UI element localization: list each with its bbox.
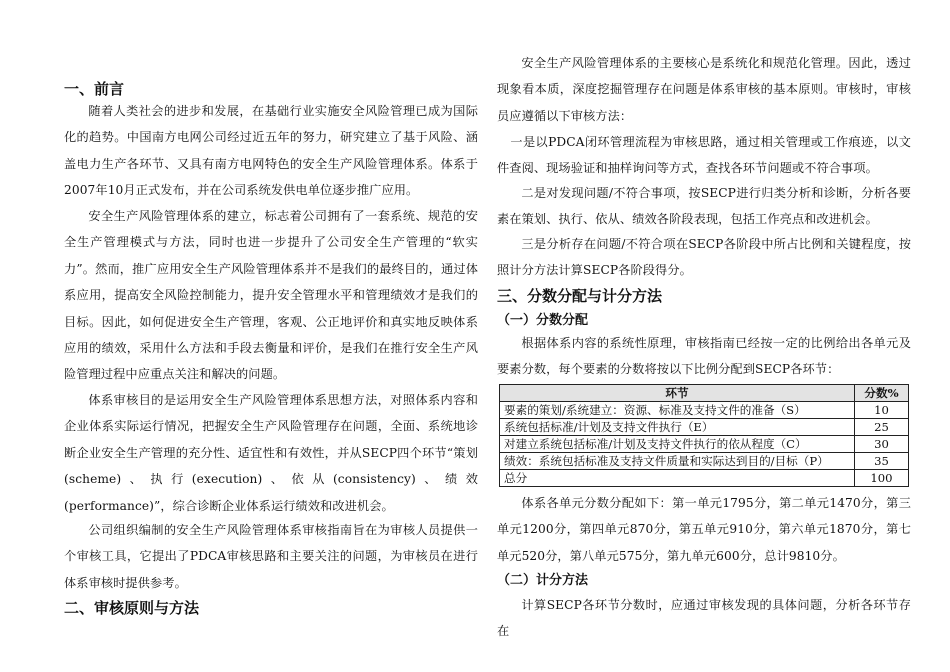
heading-score-allocation: 三、分数分配与计分方法	[497, 287, 663, 305]
subheading-scoring-method: （二）计分方法	[497, 573, 589, 588]
score-cell: 25	[855, 419, 909, 436]
score-allocation-table	[499, 384, 909, 487]
heading-audit-principles: 二、审核原则与方法	[64, 599, 200, 617]
method-three-paragraph: 三是分析存在问题/不符合项在SECP各阶段中所占比例和关键程度，按照计分方法计算SECP各阶段得分。	[497, 237, 911, 277]
column-header-score: 分数%	[855, 385, 909, 402]
heading-introduction: 一、前言	[64, 80, 125, 98]
table-row	[500, 436, 909, 453]
principle-paragraph: 安全生产风险管理体系的主要核心是系统化和规范化管理。因此，透过现象看本质，深度挖掘管理存在问题是体系审核的基本原则。审核时，审核员应遵循以下审核方法：	[497, 56, 911, 123]
subheading-allocation: （一）分数分配	[497, 313, 589, 328]
stage-cell: 系统包括标准/计划及支持文件执行（E）	[500, 419, 855, 436]
stage-cell: 要素的策划/系统建立：资源、标准及支持文件的准备（S）	[500, 402, 855, 419]
column-header-stage: 环节	[500, 385, 855, 402]
table-row-total	[500, 470, 909, 487]
table-row	[500, 402, 909, 419]
table-row	[500, 419, 909, 436]
total-score-cell: 100	[855, 470, 909, 487]
unit-score-paragraph: 体系各单元分数分配如下：第一单元1795分，第二单元1470分，第三单元1200分，第四单元870分，第五单元910分，第六单元1870分，第七单元520分，第八单元575分，第九单元600分，总计9810分。	[497, 496, 911, 563]
table-row	[500, 453, 909, 470]
scoring-method-paragraph: 计算SECP各环节分数时，应通过审核发现的具体问题，分析各环节存在	[497, 598, 911, 639]
intro-paragraph-4: 公司组织编制的安全生产风险管理体系审核指南旨在为审核人员提供一个审核工具，它提出了PDCA审核思路和主要关注的问题，为审核员在进行体系审核时提供参考。	[64, 523, 478, 590]
score-cell: 30	[855, 436, 909, 453]
score-cell: 35	[855, 453, 909, 470]
intro-paragraph-2: 安全生产风险管理体系的建立，标志着公司拥有了一套系统、规范的安全生产管理模式与方法，同时也进一步提升了公司安全生产管理的“软实力”。然而，推广应用安全生产风险管理体系并不是我们的最终目的，通过体系应用，提高安全风险控制能力，提升安全管理水平和管理绩效才是我们的目标。因此，如何促进安全生产管理，客观、公正地评价和真实地反映体系应用的绩效，采用什么方法和手段去衡量和评价，是我们在推行安全生产风险管理过程中应重点关注和解决的问题。	[64, 209, 478, 382]
intro-paragraph-1: 随着人类社会的进步和发展，在基础行业实施安全风险管理已成为国际化的趋势。中国南方电网公司经过近五年的努力，研究建立了基于风险、涵盖电力生产各环节、又具有南方电网特色的安全生产风险管理体系。体系于2007年10月正式发布，并在公司系统发供电单位逐步推广应用。	[64, 104, 478, 198]
intro-paragraph-3: 体系审核目的是运用安全生产风险管理体系思想方法，对照体系内容和企业体系实际运行情况，把握安全生产风险管理存在问题，全面、系统地诊断企业安全生产管理的充分性、适宜性和有效性，并从SECP四个环节“策划(scheme)、执行(execution)、依从(consistency)、绩效(performance)”，综合诊断企业体系运行绩效和改进机会。	[64, 393, 478, 513]
score-cell: 10	[855, 402, 909, 419]
table-header-row	[500, 385, 909, 402]
allocation-intro: 根据体系内容的系统性原理，审核指南已经按一定的比例给出各单元及要素分数，每个要素的分数将按以下比例分配到SECP各环节：	[497, 336, 911, 377]
stage-cell: 对建立系统包括标准/计划及支持文件执行的依从程度（C）	[500, 436, 855, 453]
stage-cell: 绩效：系统包括标准及支持文件质量和实际达到目的/目标（P）	[500, 453, 855, 470]
method-two-paragraph: 二是对发现问题/不符合事项，按SECP进行归类分析和诊断，分析各要素在策划、执行、依从、绩效各阶段表现，包括工作亮点和改进机会。	[497, 186, 911, 226]
method-one-paragraph: 一是以PDCA闭环管理流程为审核思路，通过相关管理或工作痕迹，以文件查阅、现场验证和抽样询问等方式，查找各环节问题或不符合事项。	[497, 135, 911, 175]
total-label-cell: 总分	[500, 470, 855, 487]
